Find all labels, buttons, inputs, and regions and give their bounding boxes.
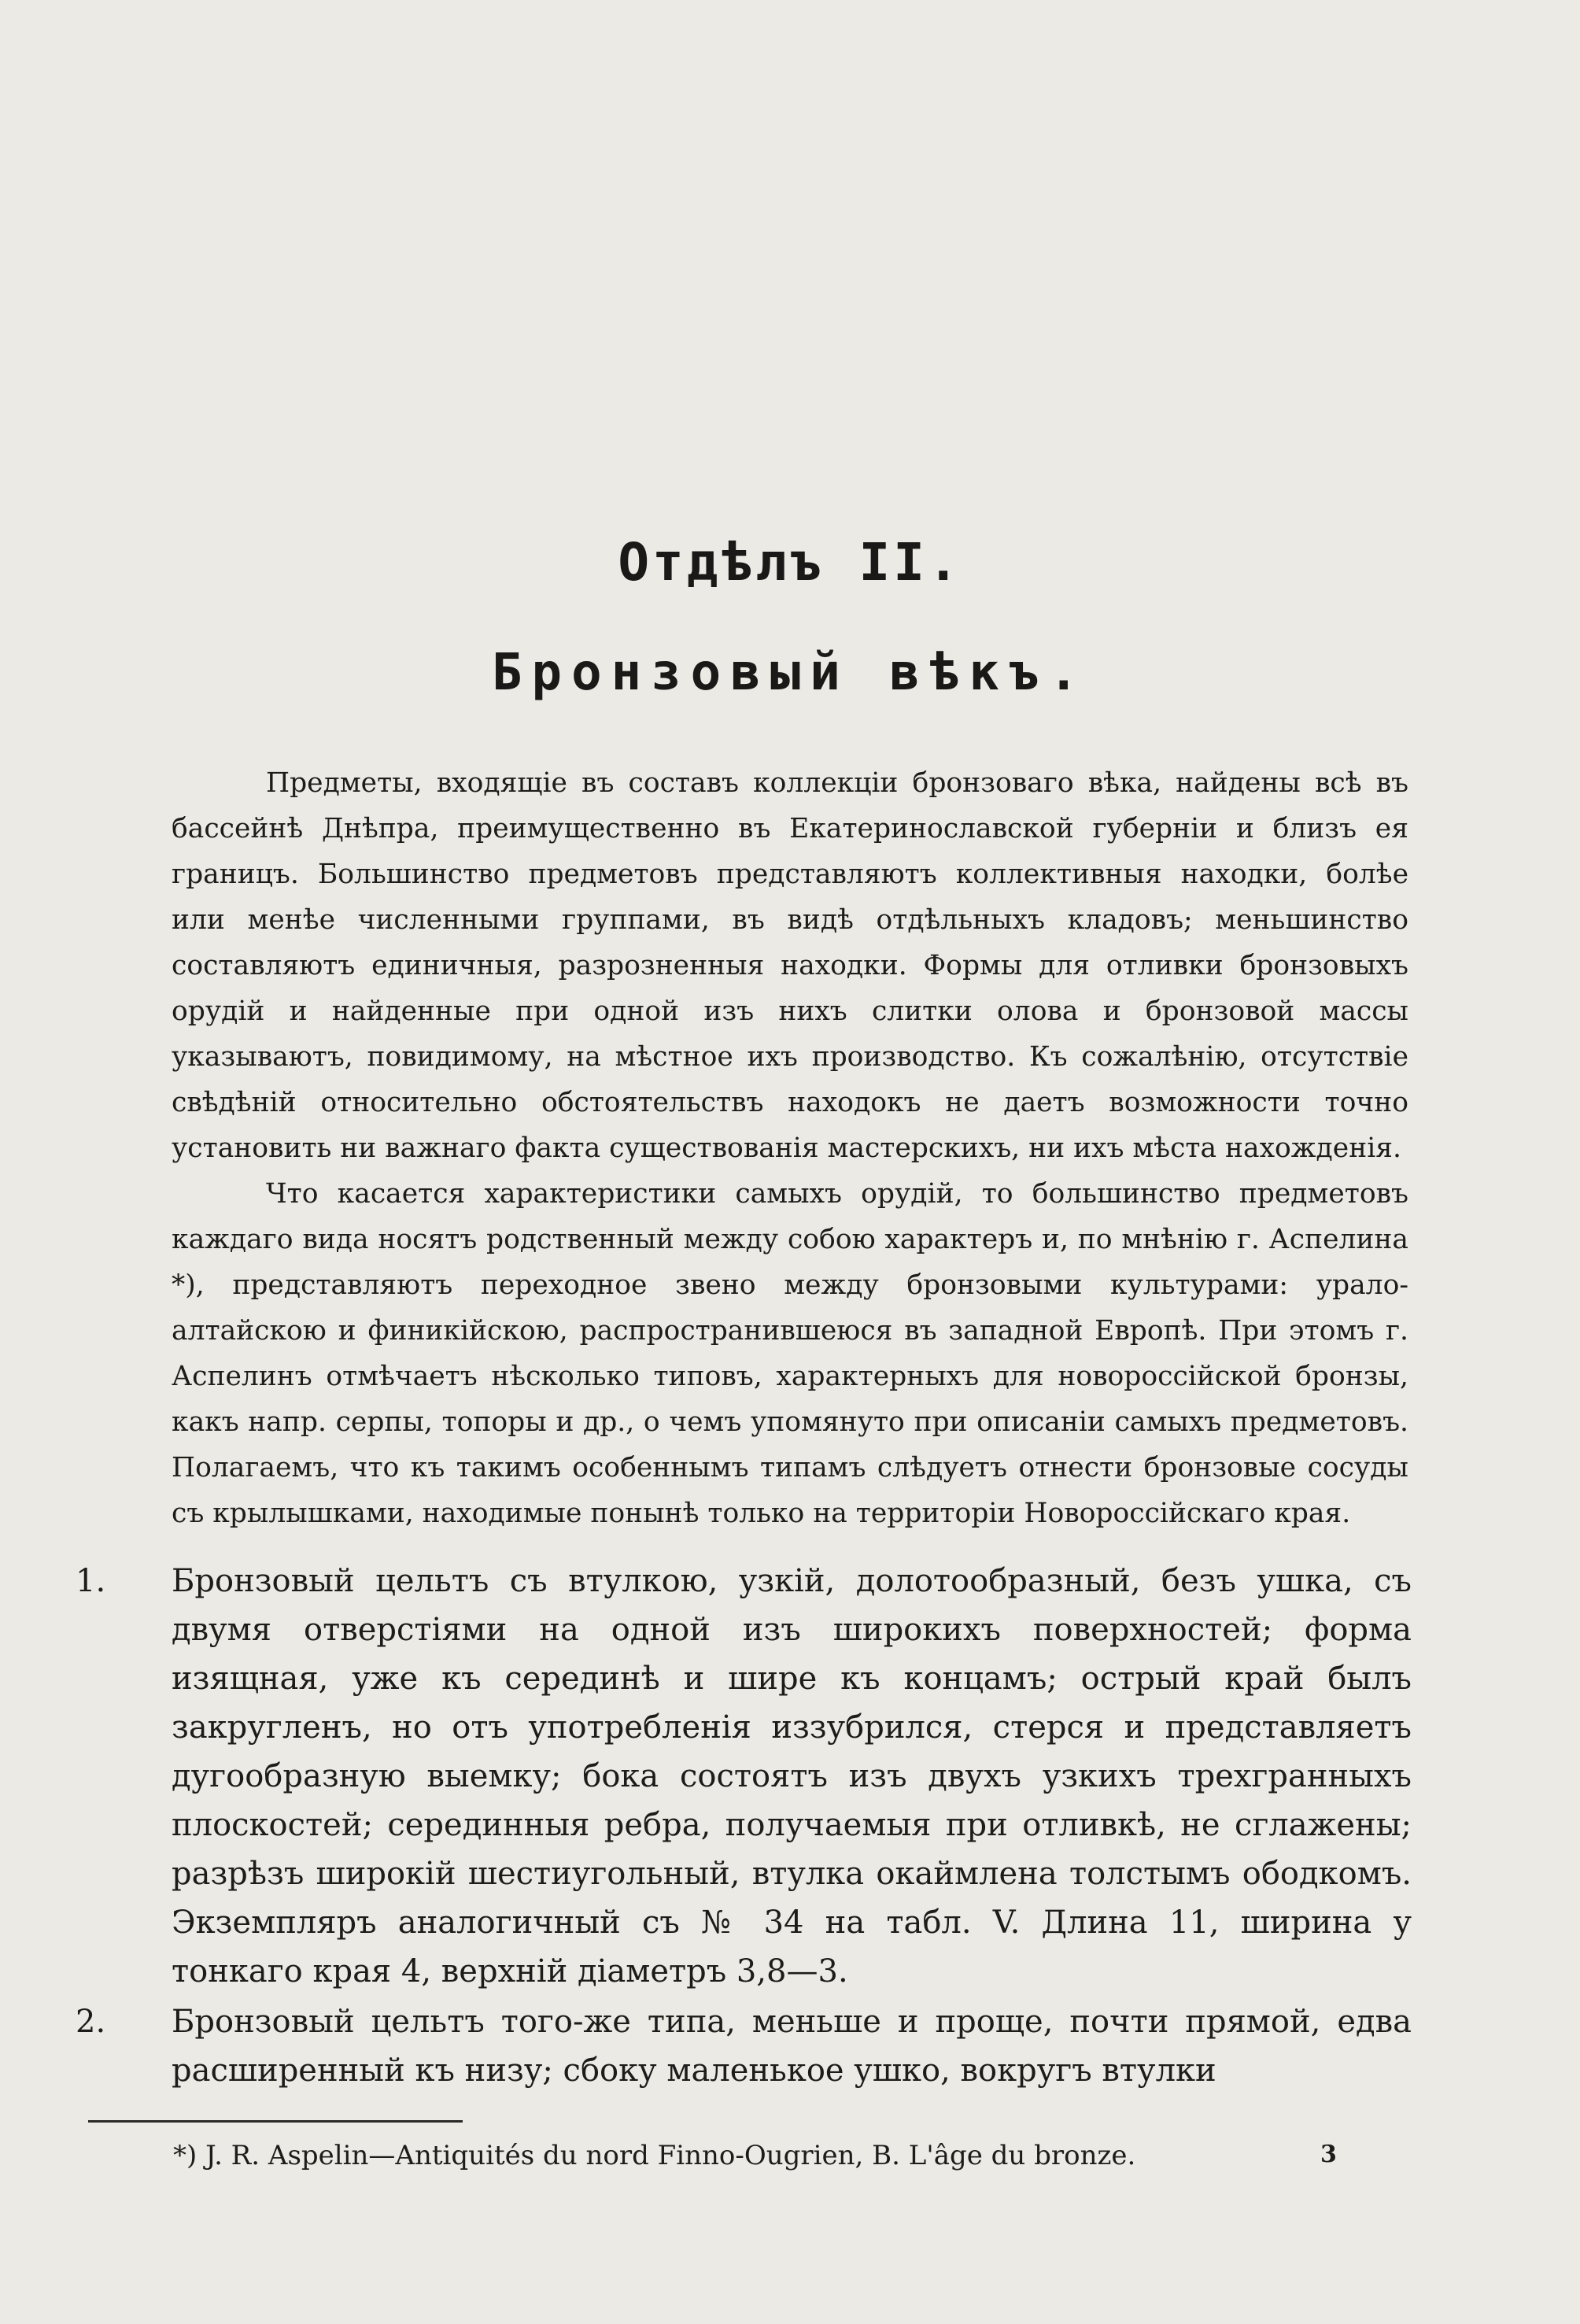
entry-number: 2. (76, 2004, 106, 2040)
catalog-entry (76, 1557, 1412, 1996)
entry-text: Бронзовый цельтъ съ втулкою, узкій, долотообразный, безъ ушка, съ двумя отверстіями на одной изъ широкихъ поверхностей; форма изящная, уже къ серединѣ и шире къ концамъ; острый край былъ закругленъ, но отъ употребленія иззубрился, стерся и представляетъ дугообразную выемку; бока состоятъ изъ двухъ узкихъ трехгранныхъ плоскостей; серединныя ребра, получаемыя при отливкѣ, не сглажены; разрѣзъ широкій шестиугольный, втулка окаймлена толстымъ ободкомъ. Экземпляръ аналогичный съ № 34 на табл. V. Длина 11, ширина у тонкаго края 4, верхній діаметръ 3,8—3. (172, 1563, 1412, 1990)
intro-paragraph: Предметы, входящіе въ составъ коллекціи бронзоваго вѣка, найдены всѣ въ бассейнѣ Днѣпра, преимущественно въ Екатеринославской губерніи и близъ ея границъ. Большинство предметовъ представляютъ коллективныя находки, болѣе или менѣе численными группами, въ видѣ отдѣльныхъ кладовъ; меньшинство составляютъ единичныя, разрозненныя находки. Формы для отливки бронзовыхъ орудій и найденные при одной изъ нихъ слитки олова и бронзовой массы указываютъ, повидимому, на мѣстное ихъ производство. Къ сожалѣнію, отсутствіе свѣдѣній относительно обстоятельствъ находокъ не даетъ возможности точно установить ни важнаго факта существованія мастерскихъ, ни ихъ мѣста нахожденія. (172, 767, 1408, 1164)
chapter-title: Бронзовый вѣкъ. (492, 644, 1088, 702)
footnote: *) J. R. Aspelin—Antiquités du nord Finno-Ougrien, B. L'âge du bronze. (173, 2140, 1136, 2171)
entry-text: Бронзовый цельтъ того-же типа, меньше и проще, почти прямой, едва расширенный къ низу; сбоку маленькое ушко, вокругъ втулки (172, 2004, 1412, 2089)
catalog-entry (76, 1997, 1412, 2095)
entry-number: 1. (76, 1563, 106, 1599)
section-title: Отдѣлъ II. (618, 532, 962, 593)
footnote-divider (88, 2120, 463, 2123)
intro-text (172, 760, 1408, 1536)
page-number: 3 (1320, 2141, 1337, 2168)
catalog-entries (76, 1557, 1412, 2097)
intro-paragraph: Что касается характеристики самыхъ орудій, то большинство предметовъ каждаго вида носятъ родственный между собою характеръ и, по мнѣнію г. Аспелина *), представляютъ переходное звено между бронзовыми культурами: урало-алтайскою и финикійскою, распространившеюся въ западной Европѣ. При этомъ г. Аспелинъ отмѣчаетъ нѣсколько типовъ, характерныхъ для новороссійской бронзы, какъ напр. серпы, топоры и др., о чемъ упомянуто при описаніи самыхъ предметовъ. Полагаемъ, что къ такимъ особеннымъ типамъ слѣдуетъ отнести бронзовые сосуды съ крылышками, находимые понынѣ только на территоріи Новороссійскаго края. (172, 1178, 1408, 1529)
